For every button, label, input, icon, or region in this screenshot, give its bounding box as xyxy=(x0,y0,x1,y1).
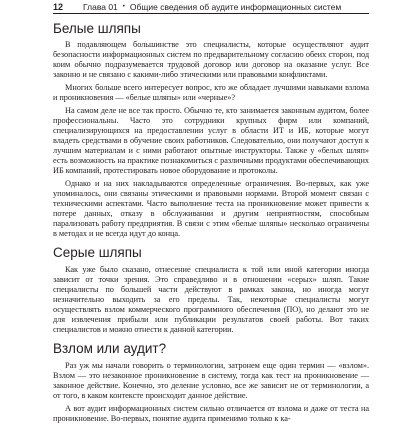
header-separator: • xyxy=(122,3,125,10)
paragraph: Многих больше всего интересует вопрос, кто же обладает лучшими навыками взлома и проникновения — «белые шляпы» или «черные»? xyxy=(53,83,369,102)
page-body xyxy=(53,20,369,424)
paragraph: В подавляющем большинстве это специалисты, которые осуществляют аудит безопасности информационных систем по предварительному согласию обеих сторон, под коим обычно подразумевается трудовой договор или договор на оказание услуг. Все законно и не связано с какими-либо этическими или правовыми конфликтами. xyxy=(53,40,369,79)
section-heading-hack-or-audit: Взлом или аудит? xyxy=(53,341,167,356)
chapter-label: Глава 01 xyxy=(83,1,118,12)
chapter-title: Общие сведения об аудите информационных систем xyxy=(129,1,342,12)
section-heading-white-hats: Белые шляпы xyxy=(53,21,141,36)
paragraph: Раз уж мы начали говорить о терминологии, затронем еще один термин — «взлом». Взлом — это незаконное проникновение в систему, тогда как тест на проникновение — законное действие. Конечно, это деление условно, все же зависит не от терминологии, а от того, в каком контексте происходит данное действие. xyxy=(53,361,369,400)
header-rule xyxy=(53,13,369,14)
paragraph: На самом деле не все так просто. Обычно те, кто занимается законным аудитом, более профессиональны. Часто это сотрудники крупных фирм или компаний, специализирующихся на предоставлении услуг в области ИТ и ИБ, которые могут владеть средствами в обучение своих работников. Следовательно, они получают доступ к лучшим материалам и с ними работают опытные инструкторы. Также у «белых шляп» есть возможность на практике познакомиться с различными продуктами обеспечивающих ИБ компаний, протестировать новое оборудование и протоколы. xyxy=(53,106,369,175)
paragraph: А вот аудит информационных систем сильно отличается от взлома и даже от теста на проникновение. Во-первых, понятие аудита применимо только к ка- xyxy=(53,404,369,423)
page-number: 12 xyxy=(53,1,64,12)
paragraph: Как уже было сказано, отнесение специалиста к той или иной категории иногда зависит от точки зрения. Это справедливо и в отношении «серых» шляп. Такие специалисты по большей части действуют в рамках закона, но иногда могут незначительно выходить за его пределы. Так, некоторые специалисты могут осуществлять взлом коммерческого программного обеспечения (ПО), но делают это не для извлечения прибыли или публикации результатов своей работы. Вот таких специалистов и можно отнести к данной категории. xyxy=(53,265,369,334)
running-header xyxy=(53,1,369,12)
section-heading-gray-hats: Серые шляпы xyxy=(53,245,142,260)
paragraph: Однако и на них накладываются определенные ограничения. Во-первых, как уже упоминалось, они связаны этическими и правовыми нормами. Второй момент связан с техническими аспектами. Часто выполнение теста на проникновение может привести к потере данных, отказу в обслуживании и другим неприятностям, способным парализовать работу предприятия. В связи с этим «белые шляпы» несколько ограничены в методах и не всегда идут до конца. xyxy=(53,179,369,238)
